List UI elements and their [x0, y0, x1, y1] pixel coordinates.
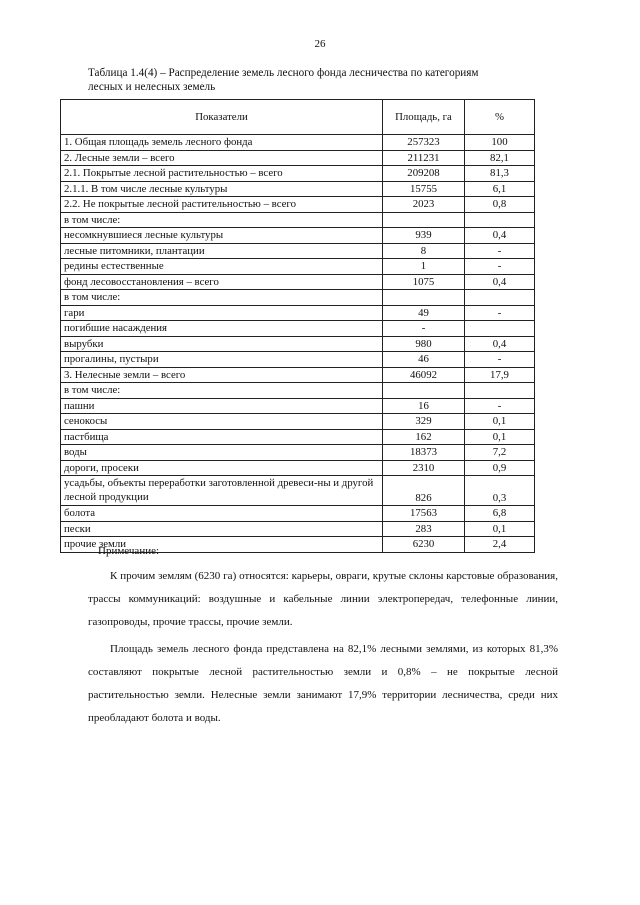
cell-percent: 0,8 — [465, 197, 535, 213]
table-row — [61, 429, 535, 445]
cell-area — [383, 383, 465, 399]
cell-percent: 6,8 — [465, 506, 535, 522]
cell-area: 2023 — [383, 197, 465, 213]
cell-indicator: 2.1.1. В том числе лесные культуры — [61, 181, 383, 197]
cell-percent: 7,2 — [465, 445, 535, 461]
cell-percent — [465, 383, 535, 399]
table-row — [61, 336, 535, 352]
cell-percent: - — [465, 305, 535, 321]
cell-indicator: лесные питомники, плантации — [61, 243, 383, 259]
cell-area — [383, 212, 465, 228]
cell-area: 939 — [383, 228, 465, 244]
table-body — [61, 135, 535, 553]
table-row — [61, 476, 535, 506]
table-caption — [88, 66, 558, 94]
table-row — [61, 290, 535, 306]
table-row — [61, 414, 535, 430]
cell-indicator: воды — [61, 445, 383, 461]
header-percent: % — [465, 100, 535, 135]
caption-line-2: лесных и нелесных земель — [88, 81, 216, 93]
cell-indicator: в том числе: — [61, 290, 383, 306]
cell-indicator: дороги, просеки — [61, 460, 383, 476]
table-row — [61, 197, 535, 213]
cell-percent: 82,1 — [465, 150, 535, 166]
cell-indicator: болота — [61, 506, 383, 522]
cell-percent: - — [465, 243, 535, 259]
cell-area — [383, 290, 465, 306]
cell-percent: 0,1 — [465, 414, 535, 430]
cell-percent: 0,4 — [465, 336, 535, 352]
table-row — [61, 181, 535, 197]
table-row — [61, 460, 535, 476]
cell-percent — [465, 290, 535, 306]
cell-percent: 6,1 — [465, 181, 535, 197]
cell-percent: 0,1 — [465, 429, 535, 445]
cell-area: 16 — [383, 398, 465, 414]
cell-indicator: пашни — [61, 398, 383, 414]
table-row — [61, 228, 535, 244]
cell-indicator: усадьбы, объекты переработки заготовленной древеси-ны и другой лесной продукции — [61, 476, 383, 506]
cell-area: 211231 — [383, 150, 465, 166]
table-row — [61, 135, 535, 151]
cell-indicator: в том числе: — [61, 212, 383, 228]
table-row — [61, 212, 535, 228]
cell-percent: - — [465, 259, 535, 275]
table-row — [61, 321, 535, 337]
cell-area: 6230 — [383, 537, 465, 553]
note-label: Примечание: — [98, 545, 160, 557]
cell-area: 257323 — [383, 135, 465, 151]
table-header-row — [61, 100, 535, 135]
cell-area: 1075 — [383, 274, 465, 290]
cell-area: 17563 — [383, 506, 465, 522]
cell-area: 826 — [383, 476, 465, 506]
cell-area: 18373 — [383, 445, 465, 461]
cell-indicator: в том числе: — [61, 383, 383, 399]
table-row — [61, 352, 535, 368]
cell-indicator: 2.2. Не покрытые лесной растительностью – всего — [61, 197, 383, 213]
cell-percent: 81,3 — [465, 166, 535, 182]
cell-percent: 0,9 — [465, 460, 535, 476]
caption-line-1: Таблица 1.4(4) – Распределение земель лесного фонда лесничества по категориям — [88, 67, 479, 79]
table-row — [61, 521, 535, 537]
cell-area: 283 — [383, 521, 465, 537]
table-row — [61, 166, 535, 182]
cell-area: 980 — [383, 336, 465, 352]
table-row — [61, 506, 535, 522]
cell-area: 46092 — [383, 367, 465, 383]
cell-indicator: прогалины, пустыри — [61, 352, 383, 368]
cell-indicator: погибшие насаждения — [61, 321, 383, 337]
cell-percent — [465, 212, 535, 228]
cell-percent — [465, 321, 535, 337]
cell-area: - — [383, 321, 465, 337]
paragraph-summary — [88, 638, 558, 730]
cell-area: 49 — [383, 305, 465, 321]
paragraph-text: К прочим землям (6230 га) относятся: карьеры, овраги, крутые склоны карстовые образования, трассы коммуникаций: воздушные и кабельные линии электропередач, телефонные линии, газопроводы, прочие трассы, прочие земли. — [88, 570, 558, 628]
header-indicators: Показатели — [61, 100, 383, 135]
cell-indicator: редины естественные — [61, 259, 383, 275]
table-row — [61, 445, 535, 461]
cell-indicator: сенокосы — [61, 414, 383, 430]
page-number: 26 — [314, 38, 326, 50]
cell-area: 15755 — [383, 181, 465, 197]
cell-area: 162 — [383, 429, 465, 445]
cell-indicator: 2. Лесные земли – всего — [61, 150, 383, 166]
cell-percent: 17,9 — [465, 367, 535, 383]
cell-percent: 0,4 — [465, 228, 535, 244]
table-row — [61, 150, 535, 166]
cell-area: 2310 — [383, 460, 465, 476]
cell-indicator: прочие земли — [61, 537, 383, 553]
cell-area: 209208 — [383, 166, 465, 182]
cell-indicator: вырубки — [61, 336, 383, 352]
paragraph-text: Площадь земель лесного фонда представлена на 82,1% лесными землями, из которых 81,3% составляют покрытые лесной растительностью земли и 0,8% – не покрытые лесной растительностью земли. Нелесные земли занимают 17,9% территории лесничества, среди них преобладают болота и воды. — [88, 643, 558, 724]
cell-area: 46 — [383, 352, 465, 368]
table-row — [61, 383, 535, 399]
cell-area: 1 — [383, 259, 465, 275]
cell-percent: - — [465, 398, 535, 414]
table-row — [61, 274, 535, 290]
cell-indicator: 3. Нелесные земли – всего — [61, 367, 383, 383]
cell-percent: - — [465, 352, 535, 368]
cell-area: 8 — [383, 243, 465, 259]
paragraph-other-lands — [88, 565, 558, 634]
cell-indicator: пески — [61, 521, 383, 537]
cell-percent: 0,3 — [465, 476, 535, 506]
cell-area: 329 — [383, 414, 465, 430]
cell-percent: 2,4 — [465, 537, 535, 553]
cell-percent: 100 — [465, 135, 535, 151]
table-row — [61, 367, 535, 383]
cell-indicator: 1. Общая площадь земель лесного фонда — [61, 135, 383, 151]
table-row — [61, 259, 535, 275]
table-row — [61, 243, 535, 259]
cell-indicator: несомкнувшиеся лесные культуры — [61, 228, 383, 244]
cell-indicator: пастбища — [61, 429, 383, 445]
cell-indicator: гари — [61, 305, 383, 321]
header-area: Площадь, га — [383, 100, 465, 135]
cell-indicator: 2.1. Покрытые лесной растительностью – всего — [61, 166, 383, 182]
table-row — [61, 398, 535, 414]
cell-percent: 0,4 — [465, 274, 535, 290]
cell-indicator: фонд лесовосстановления – всего — [61, 274, 383, 290]
cell-percent: 0,1 — [465, 521, 535, 537]
land-distribution-table — [60, 99, 535, 553]
table-row — [61, 305, 535, 321]
